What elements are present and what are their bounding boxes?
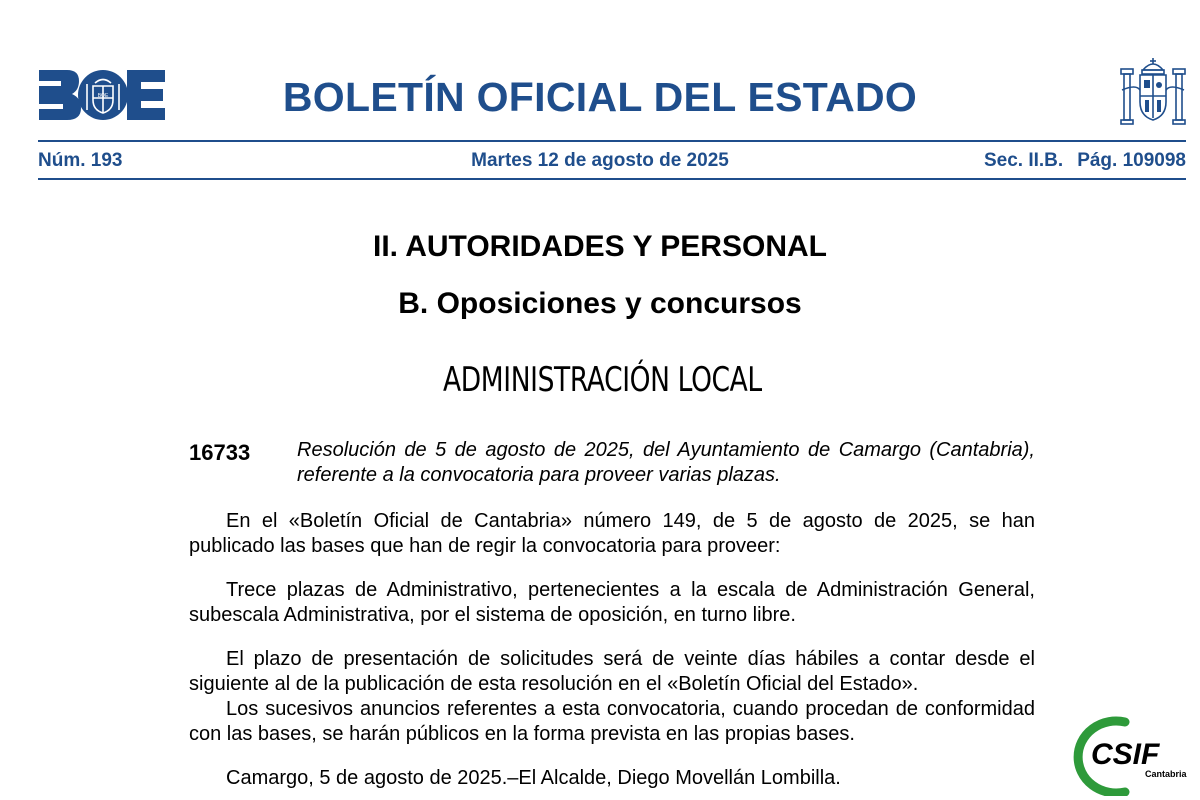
csif-logo <box>1073 716 1197 796</box>
section-subheading: B. Oposiciones y concursos <box>398 287 802 320</box>
section-page-info <box>984 150 1186 172</box>
body-paragraph: Los sucesivos anuncios referentes a esta convocatoria, cuando procedan de conformidad con las bases, se harán públicos en la forma prevista en las propias bases. <box>189 698 1035 745</box>
body-paragraph: Trece plazas de Administrativo, pertenecientes a la escala de Administración General, subescala Administrativa, por el sistema de oposición, en turno libre. <box>189 579 1035 626</box>
issue-number: Núm. 193 <box>38 150 123 171</box>
header-rule-top <box>38 140 1186 142</box>
header-rule-bottom <box>38 178 1186 180</box>
csif-logo-brand: CSIF <box>1091 738 1160 771</box>
body-paragraph: En el «Boletín Oficial de Cantabria» número 149, de 5 de agosto de 2025, se han publicado las bases que han de regir la convocatoria para proveer: <box>189 510 1035 557</box>
section-label: Sec. II.B. <box>983 150 1064 171</box>
document-body <box>189 509 1035 791</box>
signature-line: Camargo, 5 de agosto de 2025.–El Alcalde, Diego Movellán Lombilla. <box>226 767 841 789</box>
entry-number: 16733 <box>189 440 251 465</box>
entry-title: Resolución de 5 de agosto de 2025, del Ayuntamiento de Camargo (Cantabria), referente a la convocatoria para proveer varias plazas. <box>297 439 1035 486</box>
section-heading: II. AUTORIDADES Y PERSONAL <box>373 230 827 263</box>
body-paragraph: El plazo de presentación de solicitudes será de veinte días hábiles a contar desde el siguiente al de la publicación de esta resolución en el «Boletín Oficial del Estado». <box>189 648 1035 695</box>
csif-logo-region: Cantabria <box>1145 769 1187 779</box>
page-title: BOLETÍN OFICIAL DEL ESTADO <box>282 74 918 120</box>
page-label: Pág. 109098 <box>1077 150 1186 171</box>
issue-date: Martes 12 de agosto de 2025 <box>471 150 729 171</box>
coat-of-arms-icon <box>1118 56 1188 128</box>
boe-logo-text: BOE <box>97 93 109 99</box>
administration-heading: ADMINISTRACIÓN LOCAL <box>443 360 762 400</box>
